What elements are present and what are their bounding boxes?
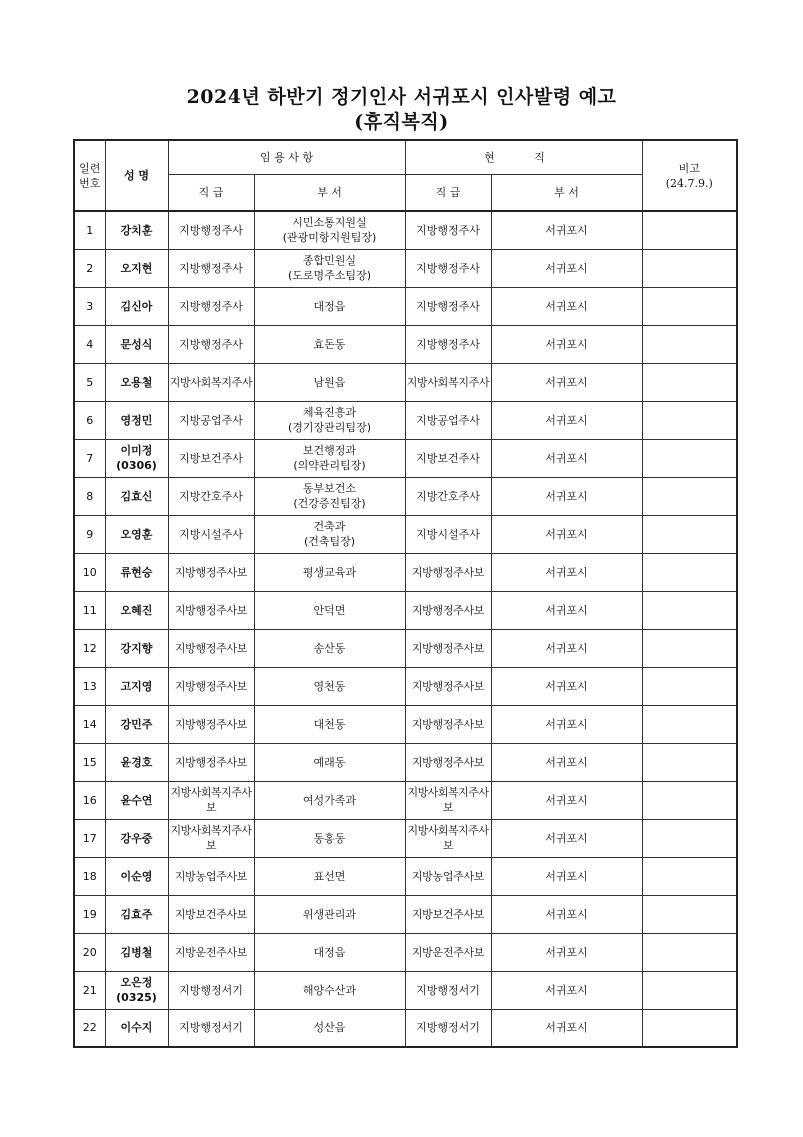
employee-name-cell: 오지현 bbox=[105, 249, 168, 287]
appointment-dept-cell: 해양수산과 bbox=[254, 971, 405, 1009]
note-cell bbox=[642, 553, 737, 591]
current-grade-cell: 지방행정주사보 bbox=[405, 705, 491, 743]
table-row bbox=[74, 819, 737, 857]
current-grade-cell: 지방행정주사 bbox=[405, 287, 491, 325]
current-grade-cell: 지방행정서기 bbox=[405, 1009, 491, 1047]
row-number-cell: 3 bbox=[74, 287, 105, 325]
header-current-grade: 직 급 bbox=[405, 175, 491, 212]
current-grade-cell: 지방행정주사보 bbox=[405, 667, 491, 705]
current-dept-cell: 서귀포시 bbox=[491, 895, 642, 933]
appointment-grade-cell: 지방사회복지주사 bbox=[168, 363, 254, 401]
employee-name-cell: 강민주 bbox=[105, 705, 168, 743]
current-dept-cell: 서귀포시 bbox=[491, 705, 642, 743]
employee-name-cell: 윤경호 bbox=[105, 743, 168, 781]
appointment-grade-cell: 지방행정주사보 bbox=[168, 591, 254, 629]
appointment-dept-cell: 여성가족과 bbox=[254, 781, 405, 819]
current-dept-cell: 서귀포시 bbox=[491, 477, 642, 515]
row-number-cell: 6 bbox=[74, 401, 105, 439]
table-row bbox=[74, 439, 737, 477]
employee-name-cell: 오은정 (0325) bbox=[105, 971, 168, 1009]
table-row bbox=[74, 553, 737, 591]
appointment-dept-cell: 위생관리과 bbox=[254, 895, 405, 933]
table-row bbox=[74, 743, 737, 781]
note-cell bbox=[642, 287, 737, 325]
appointment-dept-cell: 대천동 bbox=[254, 705, 405, 743]
note-cell bbox=[642, 743, 737, 781]
table-row bbox=[74, 249, 737, 287]
employee-name-cell: 강치훈 bbox=[105, 211, 168, 249]
current-dept-cell: 서귀포시 bbox=[491, 439, 642, 477]
table-row bbox=[74, 971, 737, 1009]
appointment-dept-cell: 대정읍 bbox=[254, 287, 405, 325]
row-number-cell: 12 bbox=[74, 629, 105, 667]
header-note: 비고 (24.7.9.) bbox=[642, 140, 737, 211]
header-current-dept: 부 서 bbox=[491, 175, 642, 212]
current-grade-cell: 지방공업주사 bbox=[405, 401, 491, 439]
appointment-dept-cell: 송산동 bbox=[254, 629, 405, 667]
employee-name-cell: 고지영 bbox=[105, 667, 168, 705]
appointment-dept-cell: 예래동 bbox=[254, 743, 405, 781]
header-appointment-grade: 직 급 bbox=[168, 175, 254, 212]
note-cell bbox=[642, 211, 737, 249]
current-dept-cell: 서귀포시 bbox=[491, 591, 642, 629]
current-dept-cell: 서귀포시 bbox=[491, 667, 642, 705]
employee-name-cell: 오용철 bbox=[105, 363, 168, 401]
page-subtitle: (휴직복직) bbox=[354, 111, 449, 133]
appointment-grade-cell: 지방행정주사 bbox=[168, 211, 254, 249]
table-row bbox=[74, 325, 737, 363]
appointment-dept-cell: 영천동 bbox=[254, 667, 405, 705]
current-dept-cell: 서귀포시 bbox=[491, 287, 642, 325]
current-grade-cell: 지방사회복지주사보 bbox=[405, 819, 491, 857]
appointment-grade-cell: 지방보건주사 bbox=[168, 439, 254, 477]
appointment-grade-cell: 지방행정주사보 bbox=[168, 667, 254, 705]
appointment-grade-cell: 지방운전주사보 bbox=[168, 933, 254, 971]
current-grade-cell: 지방행정주사보 bbox=[405, 629, 491, 667]
current-dept-cell: 서귀포시 bbox=[491, 1009, 642, 1047]
employee-name-cell: 윤수연 bbox=[105, 781, 168, 819]
row-number-cell: 10 bbox=[74, 553, 105, 591]
employee-name-cell: 김효주 bbox=[105, 895, 168, 933]
note-cell bbox=[642, 629, 737, 667]
row-number-cell: 11 bbox=[74, 591, 105, 629]
note-cell bbox=[642, 781, 737, 819]
row-number-cell: 15 bbox=[74, 743, 105, 781]
current-dept-cell: 서귀포시 bbox=[491, 325, 642, 363]
row-number-cell: 20 bbox=[74, 933, 105, 971]
row-number-cell: 22 bbox=[74, 1009, 105, 1047]
table-row bbox=[74, 477, 737, 515]
current-dept-cell: 서귀포시 bbox=[491, 743, 642, 781]
note-cell bbox=[642, 857, 737, 895]
employee-name-cell: 김병철 bbox=[105, 933, 168, 971]
current-dept-cell: 서귀포시 bbox=[491, 401, 642, 439]
appointment-grade-cell: 지방행정서기 bbox=[168, 971, 254, 1009]
current-grade-cell: 지방행정주사 bbox=[405, 249, 491, 287]
header-serial-number: 일련 번호 bbox=[74, 140, 105, 211]
appointment-grade-cell: 지방행정서기 bbox=[168, 1009, 254, 1047]
table-row bbox=[74, 287, 737, 325]
employee-name-cell: 이미정 (0306) bbox=[105, 439, 168, 477]
current-dept-cell: 서귀포시 bbox=[491, 857, 642, 895]
appointment-dept-cell: 안덕면 bbox=[254, 591, 405, 629]
appointment-dept-cell: 남원읍 bbox=[254, 363, 405, 401]
current-grade-cell: 지방간호주사 bbox=[405, 477, 491, 515]
row-number-cell: 21 bbox=[74, 971, 105, 1009]
table-row bbox=[74, 629, 737, 667]
appointment-grade-cell: 지방행정주사 bbox=[168, 325, 254, 363]
appointment-dept-cell: 동부보건소 (건강증진팀장) bbox=[254, 477, 405, 515]
personnel-table bbox=[73, 139, 738, 1048]
current-dept-cell: 서귀포시 bbox=[491, 553, 642, 591]
table-row bbox=[74, 705, 737, 743]
current-grade-cell: 지방보건주사 bbox=[405, 439, 491, 477]
current-dept-cell: 서귀포시 bbox=[491, 629, 642, 667]
row-number-cell: 1 bbox=[74, 211, 105, 249]
note-cell bbox=[642, 819, 737, 857]
employee-name-cell: 이수지 bbox=[105, 1009, 168, 1047]
row-number-cell: 4 bbox=[74, 325, 105, 363]
appointment-dept-cell: 보건행정과 (의약관리팀장) bbox=[254, 439, 405, 477]
appointment-grade-cell: 지방행정주사보 bbox=[168, 629, 254, 667]
header-name: 성 명 bbox=[105, 140, 168, 211]
employee-name-cell: 영정민 bbox=[105, 401, 168, 439]
employee-name-cell: 강지향 bbox=[105, 629, 168, 667]
current-grade-cell: 지방운전주사보 bbox=[405, 933, 491, 971]
current-grade-cell: 지방농업주사보 bbox=[405, 857, 491, 895]
current-dept-cell: 서귀포시 bbox=[491, 211, 642, 249]
current-grade-cell: 지방행정주사보 bbox=[405, 743, 491, 781]
note-cell bbox=[642, 667, 737, 705]
current-dept-cell: 서귀포시 bbox=[491, 933, 642, 971]
note-cell bbox=[642, 591, 737, 629]
row-number-cell: 19 bbox=[74, 895, 105, 933]
current-dept-cell: 서귀포시 bbox=[491, 971, 642, 1009]
current-dept-cell: 서귀포시 bbox=[491, 515, 642, 553]
table-row bbox=[74, 895, 737, 933]
row-number-cell: 8 bbox=[74, 477, 105, 515]
appointment-dept-cell: 평생교육과 bbox=[254, 553, 405, 591]
appointment-grade-cell: 지방시설주사 bbox=[168, 515, 254, 553]
row-number-cell: 17 bbox=[74, 819, 105, 857]
appointment-dept-cell: 성산읍 bbox=[254, 1009, 405, 1047]
current-dept-cell: 서귀포시 bbox=[491, 249, 642, 287]
table-row bbox=[74, 1009, 737, 1047]
appointment-grade-cell: 지방행정주사보 bbox=[168, 743, 254, 781]
appointment-dept-cell: 시민소통지원실 (관광미항지원팀장) bbox=[254, 211, 405, 249]
current-grade-cell: 지방사회복지주사 bbox=[405, 363, 491, 401]
appointment-grade-cell: 지방행정주사 bbox=[168, 287, 254, 325]
header-current-position: 현 직 bbox=[405, 140, 642, 175]
note-cell bbox=[642, 971, 737, 1009]
row-number-cell: 13 bbox=[74, 667, 105, 705]
table-row bbox=[74, 781, 737, 819]
table-row bbox=[74, 363, 737, 401]
table-row bbox=[74, 857, 737, 895]
note-cell bbox=[642, 477, 737, 515]
appointment-grade-cell: 지방행정주사 bbox=[168, 249, 254, 287]
employee-name-cell: 이순영 bbox=[105, 857, 168, 895]
note-cell bbox=[642, 933, 737, 971]
appointment-dept-cell: 동홍동 bbox=[254, 819, 405, 857]
current-grade-cell: 지방행정주사 bbox=[405, 211, 491, 249]
note-cell bbox=[642, 895, 737, 933]
row-number-cell: 2 bbox=[74, 249, 105, 287]
appointment-grade-cell: 지방간호주사 bbox=[168, 477, 254, 515]
note-cell bbox=[642, 249, 737, 287]
note-cell bbox=[642, 1009, 737, 1047]
note-cell bbox=[642, 515, 737, 553]
row-number-cell: 18 bbox=[74, 857, 105, 895]
note-cell bbox=[642, 363, 737, 401]
table-row bbox=[74, 667, 737, 705]
employee-name-cell: 강우중 bbox=[105, 819, 168, 857]
appointment-dept-cell: 건축과 (건축팀장) bbox=[254, 515, 405, 553]
table-row bbox=[74, 515, 737, 553]
current-grade-cell: 지방시설주사 bbox=[405, 515, 491, 553]
page-title: 2024년 하반기 정기인사 서귀포시 인사발령 예고 bbox=[186, 86, 617, 108]
employee-name-cell: 류현승 bbox=[105, 553, 168, 591]
appointment-dept-cell: 종합민원실 (도로명주소팀장) bbox=[254, 249, 405, 287]
note-cell bbox=[642, 325, 737, 363]
note-cell bbox=[642, 401, 737, 439]
appointment-dept-cell: 표선면 bbox=[254, 857, 405, 895]
current-dept-cell: 서귀포시 bbox=[491, 781, 642, 819]
appointment-grade-cell: 지방사회복지주사보 bbox=[168, 819, 254, 857]
appointment-grade-cell: 지방공업주사 bbox=[168, 401, 254, 439]
header-appointment-dept: 부 서 bbox=[254, 175, 405, 212]
appointment-grade-cell: 지방농업주사보 bbox=[168, 857, 254, 895]
current-grade-cell: 지방행정서기 bbox=[405, 971, 491, 1009]
row-number-cell: 5 bbox=[74, 363, 105, 401]
appointment-grade-cell: 지방행정주사보 bbox=[168, 553, 254, 591]
note-cell bbox=[642, 705, 737, 743]
row-number-cell: 14 bbox=[74, 705, 105, 743]
current-grade-cell: 지방행정주사보 bbox=[405, 553, 491, 591]
current-grade-cell: 지방보건주사보 bbox=[405, 895, 491, 933]
appointment-grade-cell: 지방행정주사보 bbox=[168, 705, 254, 743]
appointment-dept-cell: 효돈동 bbox=[254, 325, 405, 363]
row-number-cell: 7 bbox=[74, 439, 105, 477]
employee-name-cell: 문성식 bbox=[105, 325, 168, 363]
current-grade-cell: 지방행정주사 bbox=[405, 325, 491, 363]
current-dept-cell: 서귀포시 bbox=[491, 363, 642, 401]
current-grade-cell: 지방행정주사보 bbox=[405, 591, 491, 629]
row-number-cell: 9 bbox=[74, 515, 105, 553]
table-row bbox=[74, 591, 737, 629]
header-appointment: 임 용 사 항 bbox=[168, 140, 405, 175]
appointment-grade-cell: 지방사회복지주사보 bbox=[168, 781, 254, 819]
employee-name-cell: 오혜진 bbox=[105, 591, 168, 629]
employee-name-cell: 오영훈 bbox=[105, 515, 168, 553]
table-row bbox=[74, 933, 737, 971]
table-row bbox=[74, 211, 737, 249]
employee-name-cell: 김신아 bbox=[105, 287, 168, 325]
note-cell bbox=[642, 439, 737, 477]
employee-name-cell: 김효신 bbox=[105, 477, 168, 515]
appointment-dept-cell: 체육진흥과 (경기장관리팀장) bbox=[254, 401, 405, 439]
current-grade-cell: 지방사회복지주사보 bbox=[405, 781, 491, 819]
appointment-grade-cell: 지방보건주사보 bbox=[168, 895, 254, 933]
current-dept-cell: 서귀포시 bbox=[491, 819, 642, 857]
row-number-cell: 16 bbox=[74, 781, 105, 819]
appointment-dept-cell: 대정읍 bbox=[254, 933, 405, 971]
table-row bbox=[74, 401, 737, 439]
